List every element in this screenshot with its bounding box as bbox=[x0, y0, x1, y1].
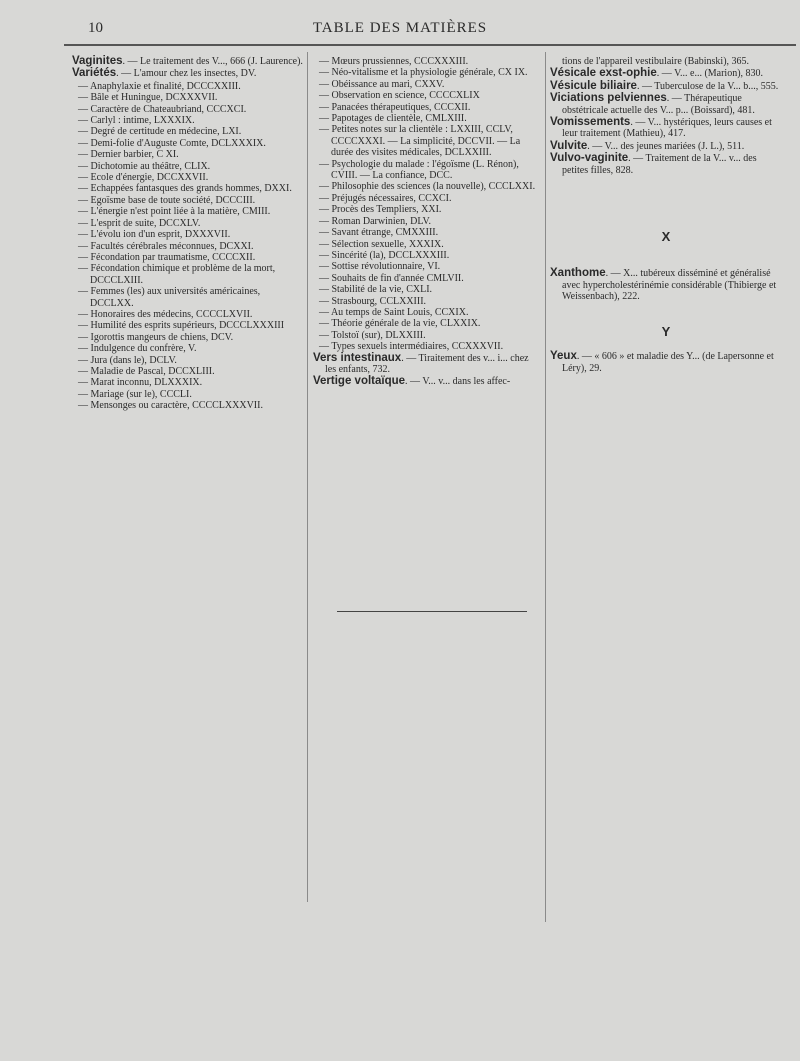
entry-text: . — L'amour chez les insectes, DV. bbox=[116, 68, 257, 80]
sub-entry: — Anaphylaxie et finalité, DCCCXXIII. bbox=[78, 80, 241, 92]
index-entry bbox=[550, 153, 782, 176]
sub-entry: — Humilité des esprits supérieurs, DCCCLXXXIII bbox=[78, 320, 285, 332]
index-entry bbox=[550, 81, 782, 92]
entry-list bbox=[550, 68, 782, 176]
sub-entry: — Souhaits de fin d'année CMLVII. bbox=[319, 272, 464, 284]
index-entry bbox=[550, 93, 782, 116]
entry-head: Vésicale exst-ophie bbox=[550, 67, 657, 80]
sub-entry: — Sélection sexuelle, XXXIX. bbox=[319, 238, 444, 250]
sub-entry: — Bâle et Huningue, DCXXXVII. bbox=[78, 92, 218, 104]
end-rule bbox=[337, 611, 527, 612]
sub-entry: — Mariage (sur le), CCCLI. bbox=[78, 388, 192, 400]
entry-head: Yeux bbox=[550, 350, 577, 363]
sub-entry: — Facultés cérébrales méconnues, DCXXI. bbox=[78, 240, 254, 252]
sub-entry: — Indulgence du confrère, V. bbox=[78, 343, 197, 355]
sub-entry: — Caractère de Chateaubriand, CCCXCI. bbox=[78, 103, 247, 115]
entry-head: Vésicule biliaire bbox=[550, 79, 637, 92]
entry-head: Vertige voltaïque bbox=[313, 375, 406, 388]
sub-entry: — Tolstoï (sur), DLXXIII. bbox=[319, 329, 426, 341]
sub-entry: — Demi-folie d'Auguste Comte, DCLXXXIX. bbox=[78, 137, 266, 149]
sub-entry-list bbox=[313, 56, 541, 353]
sub-entry-list bbox=[72, 81, 304, 412]
sub-entry: — Igorottis mangeurs de chiens, DCV. bbox=[78, 331, 234, 343]
index-entry bbox=[550, 117, 782, 140]
sub-entry: — Degré de certitude en médecine, LXI. bbox=[78, 126, 242, 138]
sub-entry: — Obéissance au mari, CXXV. bbox=[319, 78, 445, 90]
sub-entry: — Psychologie du malade : l'égoïsme (L. Rénon), CVIII. — La confiance, DCC. bbox=[319, 158, 519, 182]
entry-text: . — V... hystériques, leurs causes et leur traitement (Mathieu), 417. bbox=[562, 117, 772, 140]
sub-entry: — Mensonges ou caractère, CCCCLXXXVII. bbox=[78, 400, 263, 412]
page-header bbox=[0, 18, 800, 40]
index-entry bbox=[550, 68, 782, 79]
sub-entry: — Marat inconnu, DLXXXIX. bbox=[78, 377, 203, 389]
entry-head: Variétés bbox=[72, 67, 117, 80]
sub-entry: — Jura (dans le), DCLV. bbox=[78, 354, 177, 366]
sub-entry: — L'énergie n'est point liée à la matière, CMIII. bbox=[78, 206, 271, 218]
entry-continuation: tions de l'appareil vestibulaire (Babinski), 365. bbox=[562, 56, 750, 67]
sub-entry: — Roman Darwinien, DLV. bbox=[319, 215, 431, 227]
sub-entry: — Néo-vitalisme et la physiologie générale, CX IX. bbox=[319, 67, 528, 79]
entry-head: Viciations pelviennes bbox=[550, 92, 667, 105]
sub-entry: — Papotages de clientèle, CMLXIII. bbox=[319, 113, 467, 125]
index-entry bbox=[550, 141, 782, 152]
page-number: 10 bbox=[88, 20, 103, 36]
sub-entry: — Honoraires des médecins, CCCCLXVII. bbox=[78, 308, 253, 320]
sub-entry: — Ecole d'énergie, DCCXXVII. bbox=[78, 172, 209, 184]
sub-entry: — Au temps de Saint Louis, CCXIX. bbox=[319, 306, 469, 318]
index-entry bbox=[72, 68, 304, 79]
section-letter-x: X bbox=[661, 229, 671, 245]
entry-text: . — Tuberculose de la V... b..., 555. bbox=[636, 80, 779, 92]
sub-entry: — Fécondation chimique et problème de la mort, DCCCLXIII. bbox=[78, 263, 276, 286]
entry-text: . — Thérapeutique obstétricale actuelle des V... p... (Boissard), 481. bbox=[562, 93, 755, 116]
index-entry bbox=[313, 376, 541, 387]
sub-entry: — Préjugés nécessaires, CCXCI. bbox=[319, 192, 452, 204]
sub-entry: — Théorie générale de la vie, CLXXIX. bbox=[319, 318, 481, 330]
sub-entry: — Maladie de Pascal, DCCXLIII. bbox=[78, 365, 215, 377]
column-1 bbox=[72, 56, 304, 412]
sub-entry: — Savant étrange, CMXXIII. bbox=[319, 227, 439, 239]
column-divider bbox=[307, 52, 308, 902]
sub-entry: — Strasbourg, CCLXXIII. bbox=[319, 295, 427, 307]
sub-entry: — Stabilité de la vie, CXLI. bbox=[319, 284, 433, 296]
entry-text: . — X... tubéreux disséminé et généralisé avec hypercholestérinémie considérable (Thibierge et Weissenbach), 222. bbox=[562, 268, 777, 303]
entry-text: . — Traitement de la V... v... des petites filles, 828. bbox=[562, 153, 757, 176]
index-entry bbox=[550, 268, 782, 302]
sub-entry: — Dichotomie au théâtre, CLIX. bbox=[78, 160, 211, 172]
index-entry bbox=[550, 351, 782, 374]
sub-entry: — Carlyl : intime, LXXXIX. bbox=[78, 115, 195, 127]
column-divider bbox=[545, 52, 546, 922]
sub-entry: — Sottise révolutionnaire, VI. bbox=[319, 261, 441, 273]
entry-head: Vulvite bbox=[550, 139, 588, 152]
entry-text: . — V... e... (Marion), 830. bbox=[656, 68, 764, 80]
sub-entry: — L'esprit de suite, DCCXLV. bbox=[78, 217, 201, 229]
sub-entry: — Fécondation par traumatisme, CCCCXII. bbox=[78, 251, 256, 263]
sub-entry: — Procès des Templiers, XXI. bbox=[319, 204, 442, 216]
column-2 bbox=[313, 56, 541, 389]
column-3 bbox=[550, 56, 782, 375]
sub-entry: — Mœurs prussiennes, CCCXXXIII. bbox=[319, 56, 469, 67]
entry-head: Vulvo-vaginite bbox=[550, 152, 629, 165]
entry-text: . — Tiraitement des v... i... chez les enfants, 732. bbox=[325, 352, 529, 375]
sub-entry: — Petites notes sur la clientèle : LXXIII, CCLV, CCCCXXXI. — La simplicité, DCCVII. — La durée des visites médicales, DCLXXIII. bbox=[319, 124, 521, 159]
sub-entry: — Types sexuels intermédiaires, CCXXXVII. bbox=[319, 341, 504, 353]
sub-entry: — Panacées thérapeutiques, CCCXII. bbox=[319, 101, 471, 113]
entry-head: Vaginites bbox=[72, 55, 123, 67]
sub-entry: — Echappées fantasques des grands hommes, DXXI. bbox=[78, 183, 292, 195]
entry-text: . — V... des jeunes mariées (J. L.), 511. bbox=[587, 140, 745, 152]
sub-entry: — Sincérité (la), DCCLXXXIII. bbox=[319, 249, 450, 261]
index-entry bbox=[313, 353, 541, 376]
entry-text: . — « 606 » et maladie des Y... (de Lapersonne et Léry), 29. bbox=[562, 351, 774, 374]
entry-text: . — V... v... dans les affec- bbox=[405, 376, 511, 388]
section-letter-y: Y bbox=[661, 323, 671, 339]
sub-entry: — Philosophie des sciences (la nouvelle), CCCLXXI. bbox=[319, 181, 536, 193]
sub-entry: — Observation en science, CCCCXLIX bbox=[319, 90, 480, 102]
header-rule bbox=[64, 44, 796, 46]
sub-entry: — Femmes (les) aux universités américaines, DCCLXX. bbox=[78, 286, 261, 309]
entry-head: Xanthome bbox=[550, 267, 606, 280]
sub-entry: — L'évolu ion d'un esprit, DXXXVII. bbox=[78, 229, 231, 241]
entry-text: . — Le traitement des V..., 666 (J. Laurence). bbox=[122, 56, 303, 67]
entry-head: Vers intestinaux bbox=[313, 351, 402, 364]
index-entry bbox=[72, 56, 304, 67]
sub-entry: — Dernier barbier, C XI. bbox=[78, 149, 179, 161]
sub-entry: — Egoïsme base de toute société, DCCCIII. bbox=[78, 194, 256, 206]
page-title: TABLE DES MATIÈRES bbox=[312, 20, 488, 36]
entry-head: Vomissements bbox=[550, 116, 631, 129]
